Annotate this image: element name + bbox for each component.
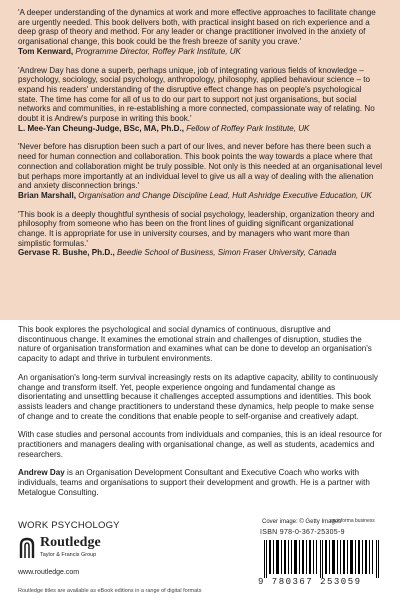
quote-text: 'Never before has disruption been such a part of our lives, and never before has there been such a need for human connection and collaboration. This book points the way towards a place where that connection and collaboration might be truly possible. Not only is this needed at an organisational level but perhaps more importantly at an individual level to give us all a way of dealing with the alienation and anxiety disconnection brings.' [18, 142, 382, 191]
informa-tagline: an informa business [330, 518, 375, 524]
quote-author-role: Organisation and Change Discipline Lead, Hult Ashridge Executive Education, UK [78, 190, 372, 200]
quote-text: 'Andrew Day has done a superb, perhaps unique, job of integrating various fields of knowledge – psychology, sociology, social psychology, anthropology, philosophy, applied behaviour science – to expand his readers' understanding of the disruptive effect change has on people's psychological state. The time has come for all of us to do our part to support not just organisations, but social networks and communities, in re-establishing a more connected, compassionate way of relating. No doubt it is Andrew's purpose in writing this book.' [18, 65, 375, 124]
author-bio [18, 468, 382, 497]
quote-author-role: Programme Director, Roffey Park Institute, UK [75, 46, 241, 56]
endorsement-quote [18, 142, 382, 200]
quote-text: 'A deeper understanding of the dynamics at work and more effective approaches to facilitate change are urgently needed. This book delivers both, with practical insight based on rich experience and a deep grasp of theory and method. For any leader or change practitioner involved in the anxiety of organisational change, this book could be the fresh breeze of sanity you crave.' [18, 8, 376, 47]
publisher-logo [18, 535, 138, 565]
publisher-subtitle: Taylor & Francis Group [40, 552, 97, 558]
ebook-note: Routledge titles are available as eBook editions in a range of digital formats [18, 588, 202, 594]
endorsement-quote [18, 66, 382, 134]
publisher-name: Routledge [40, 535, 101, 550]
isbn-digits: 9 780367 253059 [258, 577, 362, 587]
quote-author: Brian Marshall, [18, 190, 77, 200]
author-name: Andrew Day [18, 468, 65, 478]
routledge-logo-icon [18, 537, 36, 559]
description-paragraph: An organisation's long-term survival increasingly rests on its adaptive capacity, ability to continuously change and transform itself. Yet, people experience ongoing and fundamental change as disorientating and unsettling because it challenges accepted assumptions and identities. This book assists leaders and change practitioners to understand these dynamics, help people to make sense of change and to create the conditions that enable people to self-organise and creatively adapt. [18, 372, 378, 421]
quote-author: Gervase R. Bushe, Ph.D., [18, 248, 115, 258]
book-description [18, 325, 382, 507]
publisher-url: www.routledge.com [18, 569, 80, 576]
author-bio-text: is an Organisation Development Consultant and Executive Coach who works with individuals, teams and organisations to support their development and growth. He is a partner with Metalogue Consulting. [18, 468, 370, 497]
quote-author-role: Fellow of Roffey Park Institute, UK [186, 123, 310, 133]
quote-text: 'This book is a deeply thoughtful synthesis of social psychology, leadership, organization theory and philosophy from someone who has been on the front lines of guiding significant organizational change. It is appropriate for use in university courses, and by managers who want more than simplistic formulas.' [18, 209, 375, 248]
description-paragraph: This book explores the psychological and social dynamics of continuous, disruptive and discontinuous change. It examines the emotional strain and challenges of disruption, studies the nature of organisation transformation and examines what can be done to develop an organisation's capacity to adapt and thrive in turbulent environments. [18, 325, 372, 364]
subject-category: WORK PSYCHOLOGY [18, 520, 120, 531]
quote-author: Tom Kenward, [18, 46, 74, 56]
barcode-icon [258, 540, 390, 578]
description-paragraph: With case studies and personal accounts from individuals and companies, this is an ideal resource for practitioners and managers dealing with organisational change, as well as students, academics and researchers. [18, 430, 382, 459]
quote-author-role: Beedie School of Business, Simon Fraser University, Canada [116, 248, 337, 258]
endorsement-list [18, 8, 382, 267]
quote-author: L. Mee-Yan Cheung-Judge, BSc, MA, Ph.D., [18, 123, 184, 133]
cover-image-credit: Cover image: © Getty Images [262, 519, 342, 525]
endorsement-quote [18, 210, 382, 259]
isbn-label: ISBN 978-0-367-25305-9 [260, 529, 345, 536]
isbn-barcode [258, 529, 390, 593]
endorsement-quote [18, 8, 382, 57]
